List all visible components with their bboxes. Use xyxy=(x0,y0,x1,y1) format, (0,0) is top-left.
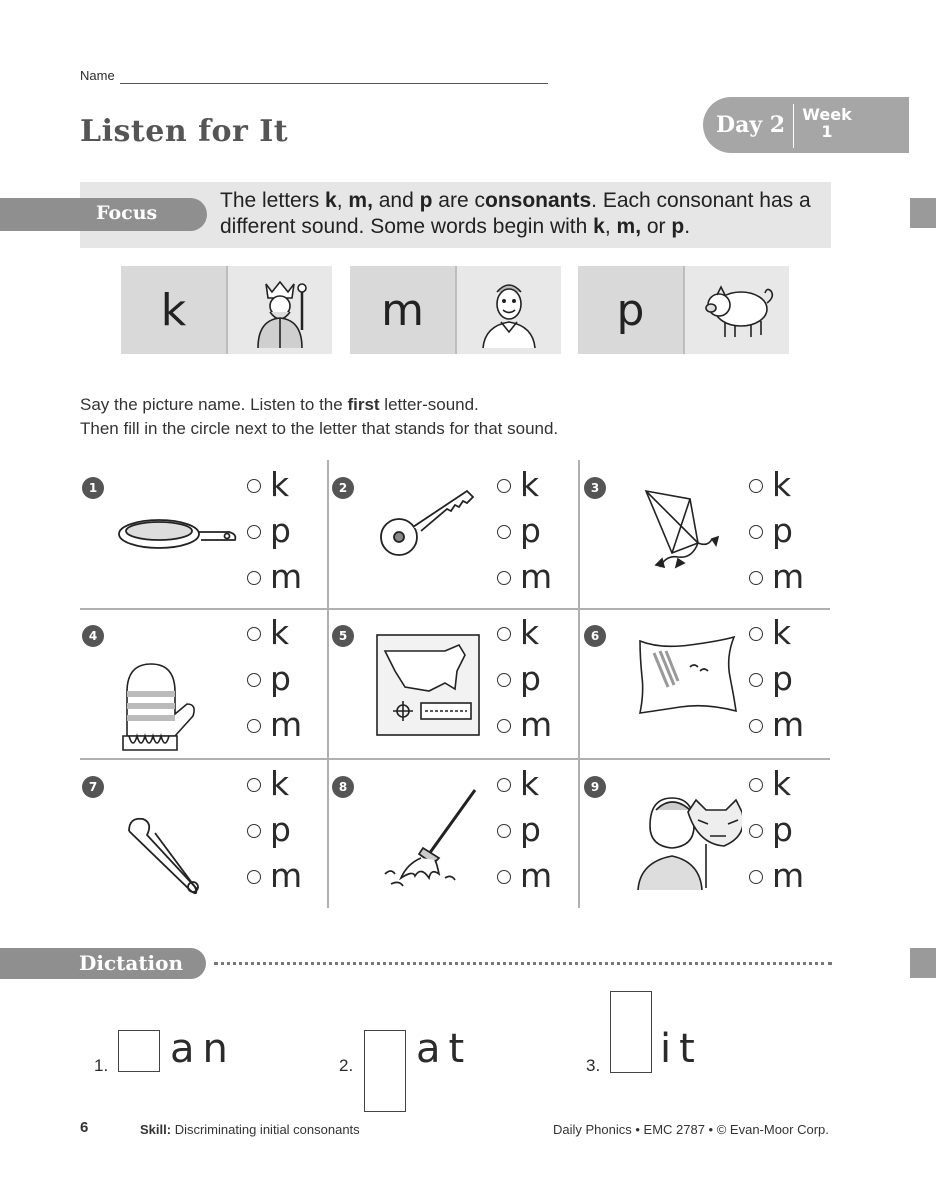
answer-letter: m xyxy=(270,556,303,596)
page-title: Listen for It xyxy=(80,114,289,149)
example-letter-p: p xyxy=(578,266,683,354)
item-number-badge: 4 xyxy=(82,625,104,647)
answer-option-p[interactable] xyxy=(497,808,552,854)
answer-option-m[interactable] xyxy=(497,703,552,749)
pillow-icon xyxy=(632,631,742,719)
focus-text-part: , xyxy=(336,189,349,212)
answer-radio-circle[interactable] xyxy=(749,571,763,585)
skill-footer xyxy=(140,1122,360,1137)
focus-text xyxy=(220,188,832,240)
item-number-badge: 1 xyxy=(82,477,104,499)
answer-radio-circle[interactable] xyxy=(247,824,261,838)
answer-radio-circle[interactable] xyxy=(749,525,763,539)
dictation-number-3: 3. xyxy=(586,1056,601,1075)
answer-option-p[interactable] xyxy=(497,509,552,555)
answer-letter: p xyxy=(270,809,291,849)
answer-options xyxy=(247,463,302,601)
credit-footer: Daily Phonics • EMC 2787 • © Evan-Moor Corp. xyxy=(553,1122,829,1137)
answer-radio-circle[interactable] xyxy=(247,525,261,539)
answer-option-m[interactable] xyxy=(497,854,552,900)
pig-picture xyxy=(683,266,789,354)
answer-letter: k xyxy=(270,763,290,803)
focus-text-part: . xyxy=(684,215,691,238)
dictation-box-3[interactable] xyxy=(610,991,652,1073)
mitten-icon xyxy=(115,658,201,762)
instructions-line-1 xyxy=(80,393,558,417)
answer-letter: p xyxy=(270,658,291,698)
answer-option-m[interactable] xyxy=(749,703,804,749)
answer-radio-circle[interactable] xyxy=(749,778,763,792)
focus-text-part: , xyxy=(604,215,617,238)
answer-option-m[interactable] xyxy=(247,555,302,601)
side-marker-top xyxy=(910,198,936,228)
focus-letter: m, xyxy=(348,189,373,212)
answer-option-k[interactable] xyxy=(247,762,302,808)
grid-divider xyxy=(578,460,580,908)
item-number-badge: 5 xyxy=(332,625,354,647)
answer-letter: m xyxy=(772,855,805,895)
answer-radio-circle[interactable] xyxy=(247,778,261,792)
week-label xyxy=(802,106,852,140)
dictation-label: Dictation xyxy=(79,951,184,975)
king-picture xyxy=(226,266,332,354)
answer-options xyxy=(497,463,552,601)
answer-option-k[interactable] xyxy=(749,762,804,808)
focus-text-part: are c xyxy=(432,189,485,212)
answer-letter: p xyxy=(520,510,541,550)
answer-option-p[interactable] xyxy=(749,657,804,703)
kite-icon xyxy=(632,483,732,587)
answer-radio-circle[interactable] xyxy=(247,719,261,733)
answer-radio-circle[interactable] xyxy=(749,479,763,493)
answer-option-m[interactable] xyxy=(247,854,302,900)
instruction-emphasis: first xyxy=(347,395,380,414)
dictation-word-2: at xyxy=(416,1026,473,1072)
item-number-badge: 6 xyxy=(584,625,606,647)
answer-letter: k xyxy=(520,763,540,803)
answer-letter: k xyxy=(270,464,290,504)
instructions xyxy=(80,393,558,441)
answer-letter: m xyxy=(772,556,805,596)
answer-letter: k xyxy=(772,612,792,652)
week-word: Week xyxy=(802,105,852,124)
answer-letter: p xyxy=(772,658,793,698)
tab-divider xyxy=(793,104,794,148)
answer-option-k[interactable] xyxy=(247,611,302,657)
map-icon xyxy=(375,633,481,741)
example-letter-k: k xyxy=(121,266,226,354)
answer-radio-circle[interactable] xyxy=(749,673,763,687)
answer-option-k[interactable] xyxy=(749,463,804,509)
focus-label: Focus xyxy=(96,202,158,224)
focus-keyword: onsonants xyxy=(485,189,592,212)
answer-letter: m xyxy=(520,855,553,895)
answer-radio-circle[interactable] xyxy=(497,627,511,641)
answer-radio-circle[interactable] xyxy=(247,479,261,493)
answer-letter: k xyxy=(520,464,540,504)
answer-radio-circle[interactable] xyxy=(247,673,261,687)
answer-letter: p xyxy=(520,658,541,698)
name-label: Name xyxy=(80,68,115,83)
focus-letter: m, xyxy=(616,215,642,238)
man-picture xyxy=(455,266,561,354)
answer-option-m[interactable] xyxy=(497,555,552,601)
answer-radio-circle[interactable] xyxy=(497,673,511,687)
answer-radio-circle[interactable] xyxy=(497,479,511,493)
dictation-dotted-line xyxy=(214,962,832,965)
answer-radio-circle[interactable] xyxy=(497,719,511,733)
focus-letter: k xyxy=(325,189,337,212)
answer-letter: p xyxy=(772,809,793,849)
answer-option-p[interactable] xyxy=(749,808,804,854)
answer-radio-circle[interactable] xyxy=(497,824,511,838)
dictation-box-1[interactable] xyxy=(118,1030,160,1072)
answer-letter: p xyxy=(520,809,541,849)
grid-divider xyxy=(80,608,830,610)
answer-options xyxy=(497,611,552,749)
dictation-number-1: 1. xyxy=(94,1056,109,1075)
answer-options xyxy=(749,762,804,900)
answer-letter: k xyxy=(270,612,290,652)
answer-option-m[interactable] xyxy=(749,854,804,900)
answer-option-k[interactable] xyxy=(497,762,552,808)
focus-letter: p xyxy=(419,189,433,212)
answer-option-p[interactable] xyxy=(247,509,302,555)
focus-letter: p xyxy=(671,215,685,238)
answer-options xyxy=(247,611,302,749)
item-number-badge: 3 xyxy=(584,477,606,499)
answer-letter: m xyxy=(772,704,805,744)
answer-option-m[interactable] xyxy=(749,555,804,601)
mask-icon xyxy=(632,782,742,896)
answer-radio-circle[interactable] xyxy=(497,525,511,539)
answer-option-p[interactable] xyxy=(497,657,552,703)
skill-label: Skill: xyxy=(140,1122,172,1137)
week-number: 1 xyxy=(821,122,833,141)
answer-radio-circle[interactable] xyxy=(749,719,763,733)
answer-radio-circle[interactable] xyxy=(247,870,261,884)
answer-letter: m xyxy=(270,855,303,895)
focus-text-part: . Each consonant has a different sound. Some words begin with xyxy=(220,189,811,238)
day-label: Day 2 xyxy=(716,112,786,138)
answer-options xyxy=(749,463,804,601)
pan-icon xyxy=(115,510,239,564)
king-icon xyxy=(240,270,320,350)
answer-letter: k xyxy=(772,464,792,504)
focus-text-part: or xyxy=(641,215,672,238)
answer-letter: p xyxy=(772,510,793,550)
answer-option-p[interactable] xyxy=(247,808,302,854)
side-marker-bottom xyxy=(910,948,936,978)
pig-icon xyxy=(695,275,779,345)
focus-text-part: The letters xyxy=(220,189,326,212)
answer-radio-circle[interactable] xyxy=(247,571,261,585)
answer-options xyxy=(247,762,302,900)
answer-letter: p xyxy=(270,510,291,550)
dictation-word-1: an xyxy=(170,1026,236,1072)
dictation-box-2[interactable] xyxy=(364,1030,406,1112)
dictation-word-3: it xyxy=(660,1026,703,1072)
name-line[interactable] xyxy=(120,83,548,84)
answer-radio-circle[interactable] xyxy=(497,778,511,792)
skill-text: Discriminating initial consonants xyxy=(171,1122,360,1137)
answer-letter: m xyxy=(520,704,553,744)
answer-option-p[interactable] xyxy=(749,509,804,555)
answer-options xyxy=(497,762,552,900)
answer-option-k[interactable] xyxy=(247,463,302,509)
item-number-badge: 2 xyxy=(332,477,354,499)
focus-letter: k xyxy=(593,215,605,238)
instruction-text: letter-sound. xyxy=(379,395,479,414)
answer-options xyxy=(749,611,804,749)
mop-icon xyxy=(375,784,485,898)
focus-text-part: and xyxy=(372,189,420,212)
item-number-badge: 7 xyxy=(82,776,104,798)
answer-option-k[interactable] xyxy=(749,611,804,657)
key-icon xyxy=(375,485,479,565)
answer-radio-circle[interactable] xyxy=(497,870,511,884)
answer-letter: m xyxy=(520,556,553,596)
answer-option-p[interactable] xyxy=(247,657,302,703)
answer-letter: m xyxy=(270,704,303,744)
answer-radio-circle[interactable] xyxy=(749,824,763,838)
answer-radio-circle[interactable] xyxy=(247,627,261,641)
pin-icon xyxy=(115,809,211,909)
page-number: 6 xyxy=(80,1119,89,1136)
answer-letter: k xyxy=(520,612,540,652)
answer-radio-circle[interactable] xyxy=(749,870,763,884)
item-number-badge: 8 xyxy=(332,776,354,798)
example-letter-m: m xyxy=(350,266,455,354)
instructions-line-2: Then fill in the circle next to the letter that stands for that sound. xyxy=(80,419,559,438)
item-number-badge: 9 xyxy=(584,776,606,798)
man-icon xyxy=(469,270,549,350)
dictation-number-2: 2. xyxy=(339,1056,354,1075)
answer-letter: k xyxy=(772,763,792,803)
answer-option-k[interactable] xyxy=(497,611,552,657)
grid-divider xyxy=(327,460,329,908)
instruction-text: Say the picture name. Listen to the xyxy=(80,395,348,414)
answer-option-m[interactable] xyxy=(247,703,302,749)
answer-radio-circle[interactable] xyxy=(497,571,511,585)
answer-radio-circle[interactable] xyxy=(749,627,763,641)
answer-option-k[interactable] xyxy=(497,463,552,509)
